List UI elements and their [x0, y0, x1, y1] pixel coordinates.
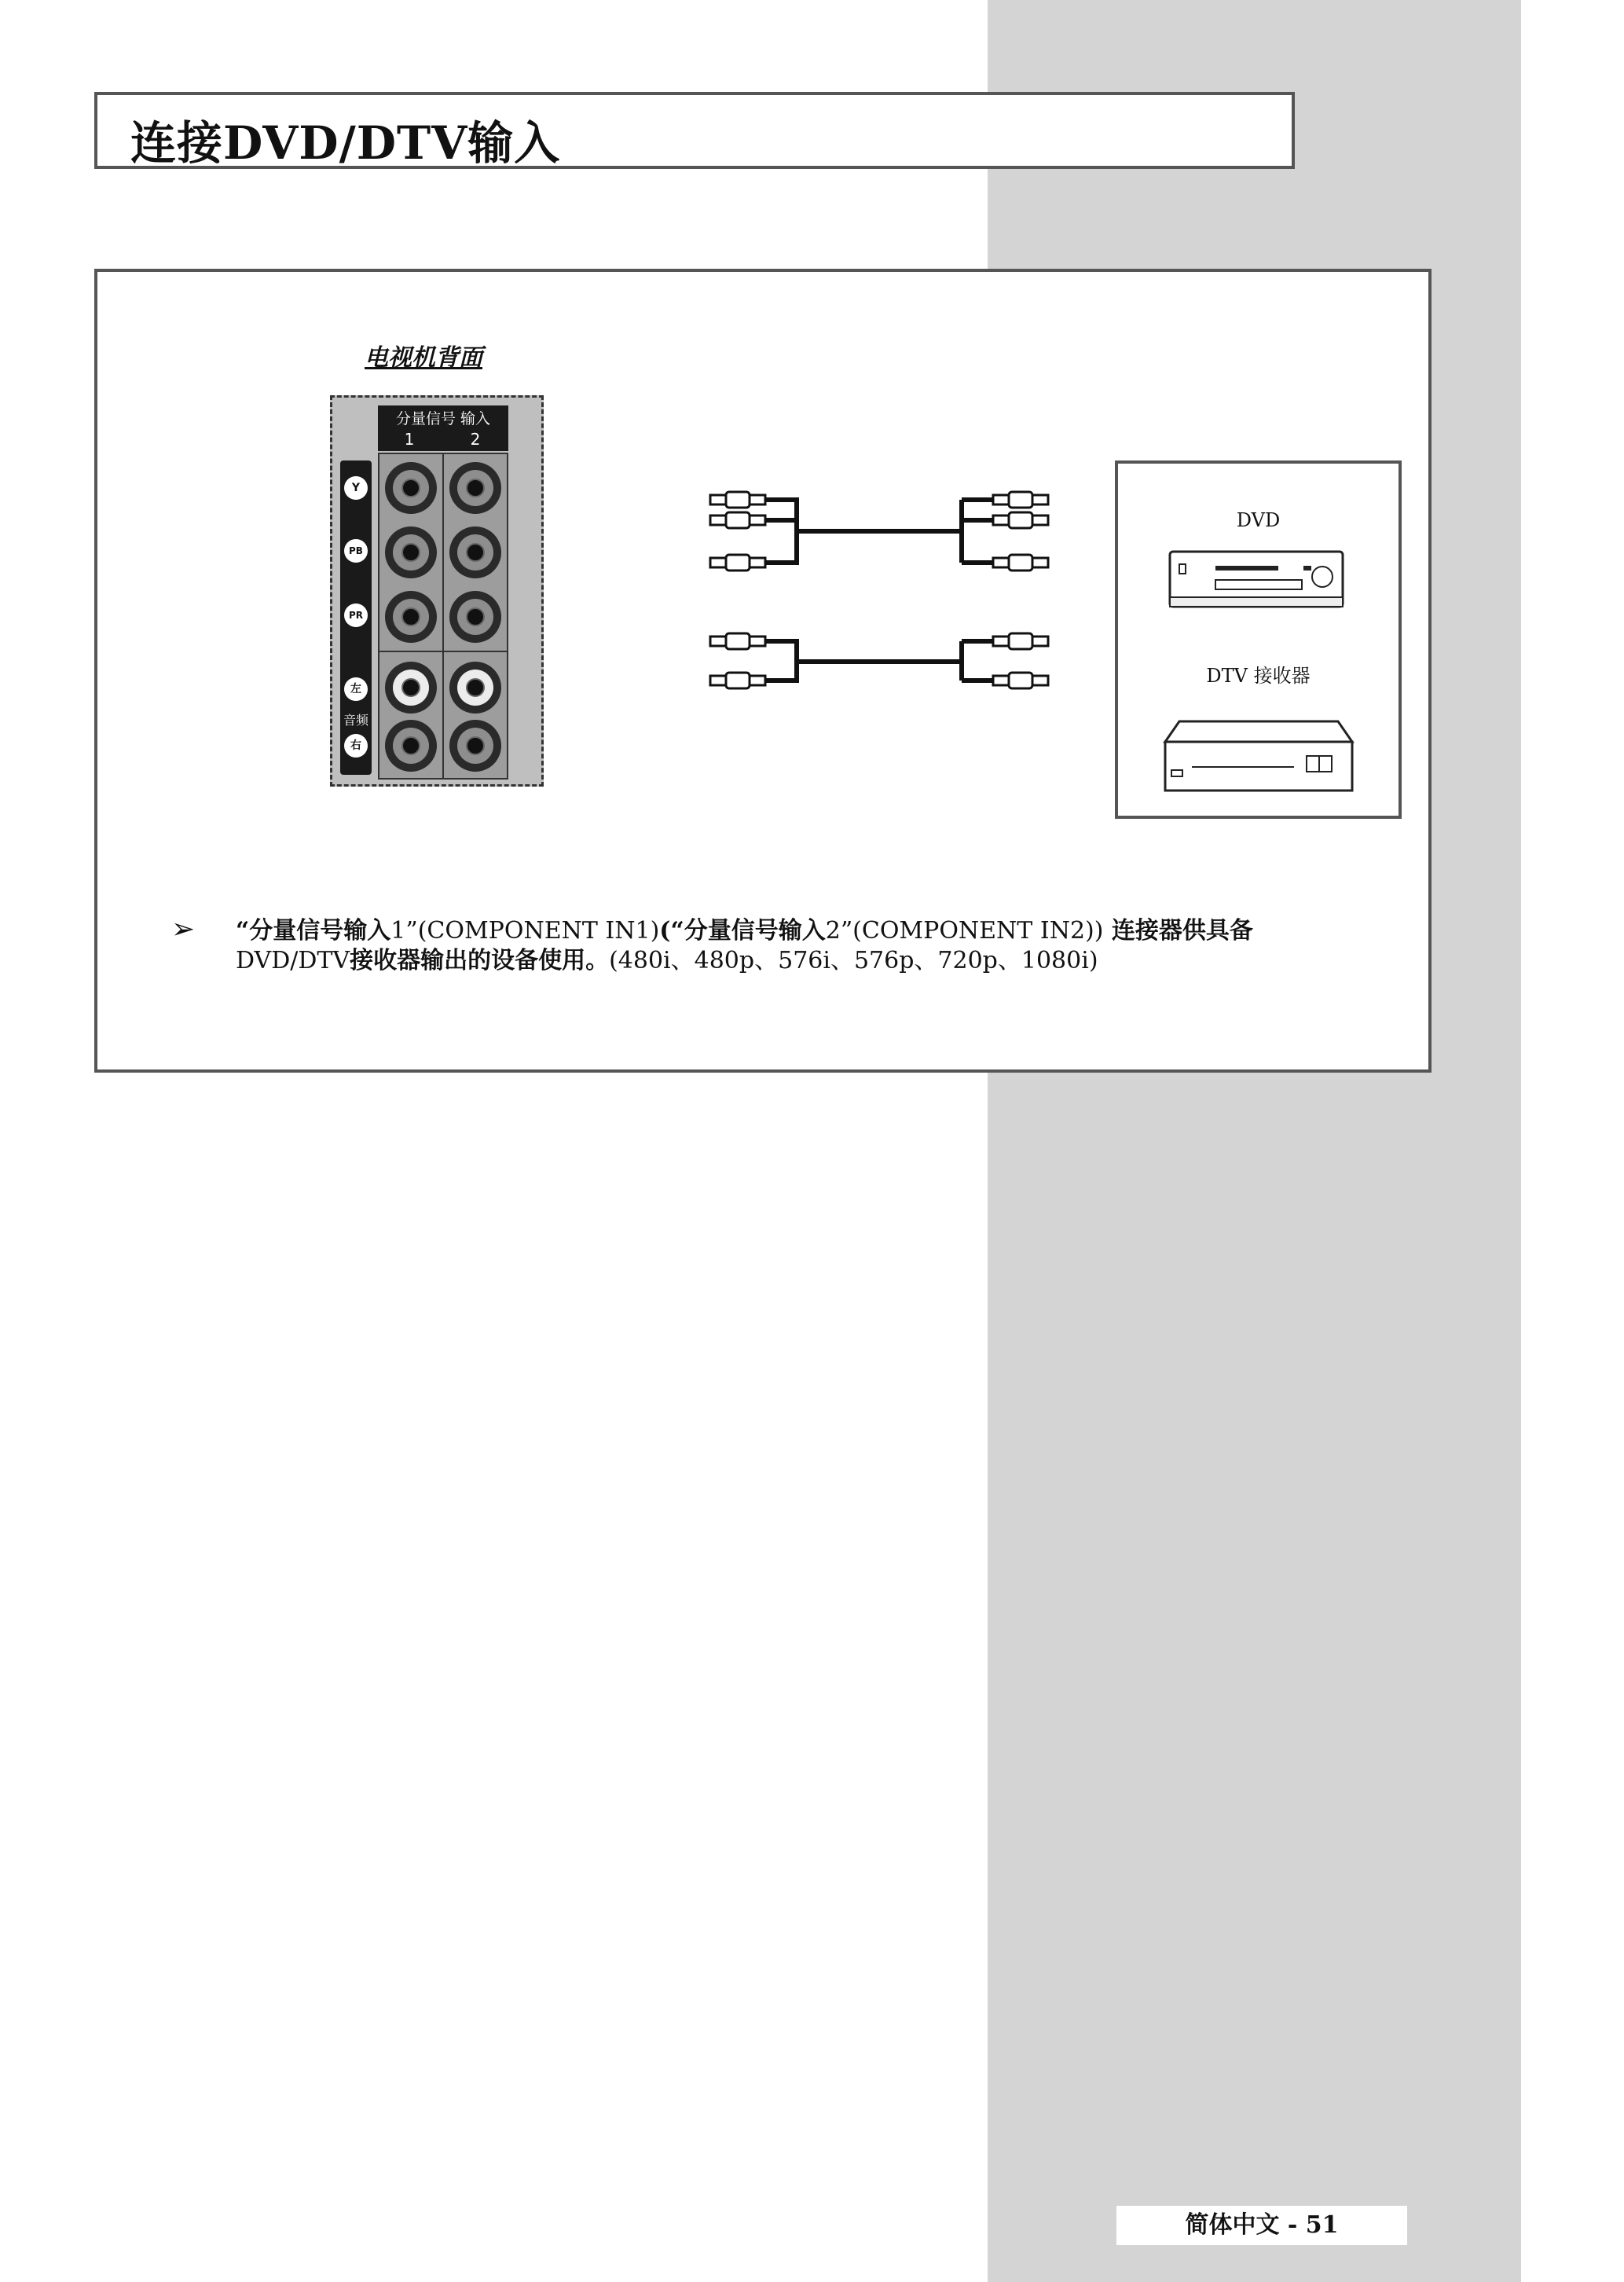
content-box — [94, 269, 1432, 1073]
column-divider — [442, 454, 444, 778]
label-pb: PB — [344, 539, 368, 563]
note-text-part-3: (“分量信号输入 — [659, 917, 826, 945]
label-pr: PR — [344, 604, 368, 627]
audio-cable — [765, 641, 993, 681]
jack-audio-left-2 — [449, 662, 501, 714]
jack-pr-1 — [385, 591, 437, 643]
component-video-plugs-right — [993, 492, 1048, 570]
component-video-cable — [765, 500, 993, 563]
tv-back-panel — [330, 395, 544, 787]
component-input-header — [378, 405, 508, 451]
note-text-part-5: 连接器供具备 — [1103, 917, 1253, 945]
note-arrow-icon: ➢ — [171, 913, 196, 945]
column-2-label: 2 — [444, 430, 507, 449]
column-1-label: 1 — [378, 430, 441, 449]
jack-audio-right-1 — [385, 720, 437, 772]
note-text-part-6: DVD/DTV — [236, 947, 350, 974]
jack-grid — [378, 453, 508, 780]
note-text-part-8: (480i、480p、576i、576p、720p、1080i) — [609, 947, 1098, 974]
dvd-player-icon — [1168, 550, 1344, 608]
title-box — [94, 92, 1295, 169]
jack-pb-2 — [449, 526, 501, 578]
component-video-plugs-left — [710, 492, 765, 570]
label-y: Y — [344, 476, 368, 500]
tv-back-caption: 电视机背面 — [365, 344, 482, 372]
audio-plugs-right — [993, 633, 1048, 688]
jack-y-2 — [449, 462, 501, 514]
note-text — [236, 916, 1430, 976]
dtv-receiver-icon — [1160, 718, 1355, 794]
label-right: 右 — [344, 734, 368, 758]
note-text-part-4: 2”(COMPONENT IN2)) — [825, 917, 1104, 945]
dtv-receiver-label: DTV 接收器 — [1206, 665, 1311, 687]
label-strip — [340, 460, 372, 775]
label-left: 左 — [344, 677, 368, 701]
page-footer: 简体中文 - 51 — [1116, 2206, 1407, 2245]
component-input-label: 分量信号 输入 — [395, 410, 491, 427]
dvd-label: DVD — [1236, 509, 1281, 531]
note-text-part-1: “分量信号输入 — [236, 917, 391, 945]
jack-y-1 — [385, 462, 437, 514]
note-text-part-7: 接收器输出的设备使用。 — [350, 947, 610, 974]
jack-pr-2 — [449, 591, 501, 643]
page-title: 连接DVD/DTV输入 — [130, 116, 561, 170]
video-audio-divider — [379, 651, 507, 652]
audio-plugs-left — [710, 633, 765, 688]
note-text-part-2: 1”(COMPONENT IN1) — [390, 917, 660, 945]
jack-pb-1 — [385, 526, 437, 578]
device-box — [1115, 460, 1402, 819]
jack-audio-left-1 — [385, 662, 437, 714]
jack-audio-right-2 — [449, 720, 501, 772]
label-audio: 音频 — [343, 713, 368, 728]
